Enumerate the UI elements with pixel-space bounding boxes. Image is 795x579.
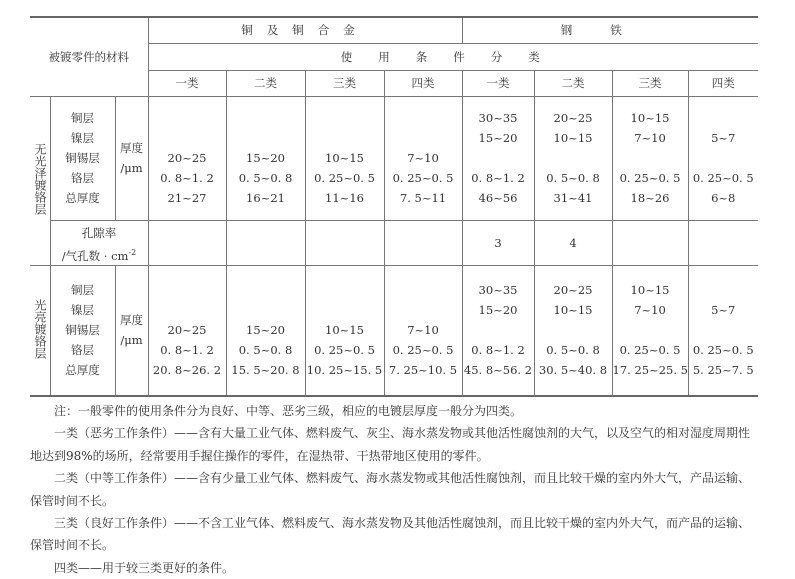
class-header: 三类: [305, 70, 384, 96]
value-cell: 20~25 0. 8~1. 2 21~27: [148, 96, 226, 220]
porosity-label: 孔隙率 /气孔数 · $cm^{-2}$: [50, 220, 148, 265]
class-header: 二类: [534, 70, 612, 96]
class-header: 三类: [612, 70, 688, 96]
class-header: 四类: [384, 70, 462, 96]
note-class1: 一类（恶劣工作条件）——含有大量工业气体、燃料废气、灰尘、海水蒸发物或其他活性腐蚀剂的大气，以及空气的相对湿度周期性地达到98%的场所，经常要用手握住操作的零件，在湿热带、干热带地区使用的零件。: [30, 426, 751, 463]
value-cell: 5~7 0. 25~0. 5 6~8: [688, 96, 758, 220]
class-header: 一类: [148, 70, 226, 96]
value-cell: 10~15 7~10 0. 25~0. 5 18~26: [612, 96, 688, 220]
section-label-matte: 无光泽镀铬层: [30, 96, 50, 265]
layer-list: 铜层 镍层 铜锡层 铬层 总厚度: [50, 265, 115, 396]
porosity-value: 4: [534, 220, 612, 265]
plating-thickness-table: [30, 16, 758, 397]
table-notes: [30, 400, 760, 579]
value-cell: 30~35 15~20 0. 8~1. 2 45. 8~56. 2: [462, 265, 534, 396]
value-cell: 5~7 0. 25~0. 5 5. 25~7. 5: [688, 265, 758, 396]
thickness-unit-label: 厚度 /μm: [115, 96, 148, 220]
layer-list: 铜层 镍层 铜锡层 铬层 总厚度: [50, 96, 115, 220]
value-cell: 15~20 0. 5~0. 8 15. 5~20. 8: [226, 265, 305, 396]
value-cell: 20~25 0. 8~1. 2 20. 8~26. 2: [148, 265, 226, 396]
porosity-value: [612, 220, 688, 265]
porosity-value: [148, 220, 226, 265]
value-cell: 20~25 10~15 0. 5~0. 8 31~41: [534, 96, 612, 220]
value-cell: 7~10 0. 25~0. 5 7. 5~11: [384, 96, 462, 220]
value-cell: 10~15 7~10 0. 25~0. 5 17. 25~25. 5: [612, 265, 688, 396]
group-header-copper: 铜及铜合金: [148, 17, 462, 43]
note-class3: 三类（良好工作条件）——不含工业气体、燃料废气、海水蒸发物及其他活性腐蚀剂，而且比较干燥的室内外大气，而产品的运输、保管时间不长。: [30, 516, 751, 553]
section-label-bright: 光亮镀铬层: [30, 265, 50, 396]
porosity-value: [688, 220, 758, 265]
porosity-value: [305, 220, 384, 265]
note-class2: 二类（中等工作条件）——含有少量工业气体、燃料废气、海水蒸发物或其他活性腐蚀剂，而且比较干燥的室内外大气，产品运输、保管时间不长。: [30, 471, 751, 508]
class-header: 一类: [462, 70, 534, 96]
value-cell: 30~35 15~20 0. 8~1. 2 46~56: [462, 96, 534, 220]
porosity-value: [384, 220, 462, 265]
porosity-value: [226, 220, 305, 265]
usage-condition-header: 使用条件分类: [148, 43, 758, 70]
class-header: 四类: [688, 70, 758, 96]
thickness-unit-label: 厚度 /μm: [115, 265, 148, 396]
value-cell: 10~15 0. 25~0. 5 10. 25~15. 5: [305, 265, 384, 396]
class-header: 二类: [226, 70, 305, 96]
corner-header: 被镀零件的材料: [30, 17, 148, 96]
value-cell: 20~25 10~15 0. 5~0. 8 30. 5~40. 8: [534, 265, 612, 396]
group-header-steel: 钢铁: [462, 17, 758, 43]
note-class4: 四类——用于较三类更好的条件。: [54, 560, 235, 575]
value-cell: 7~10 0. 25~0. 5 7. 25~10. 5: [384, 265, 462, 396]
note-intro: 注：一般零件的使用条件分为良好、中等、恶劣三级，相应的电镀层厚度一般分为四类。: [54, 404, 523, 418]
value-cell: 10~15 0. 25~0. 5 11~16: [305, 96, 384, 220]
porosity-value: 3: [462, 220, 534, 265]
value-cell: 15~20 0. 5~0. 8 16~21: [226, 96, 305, 220]
